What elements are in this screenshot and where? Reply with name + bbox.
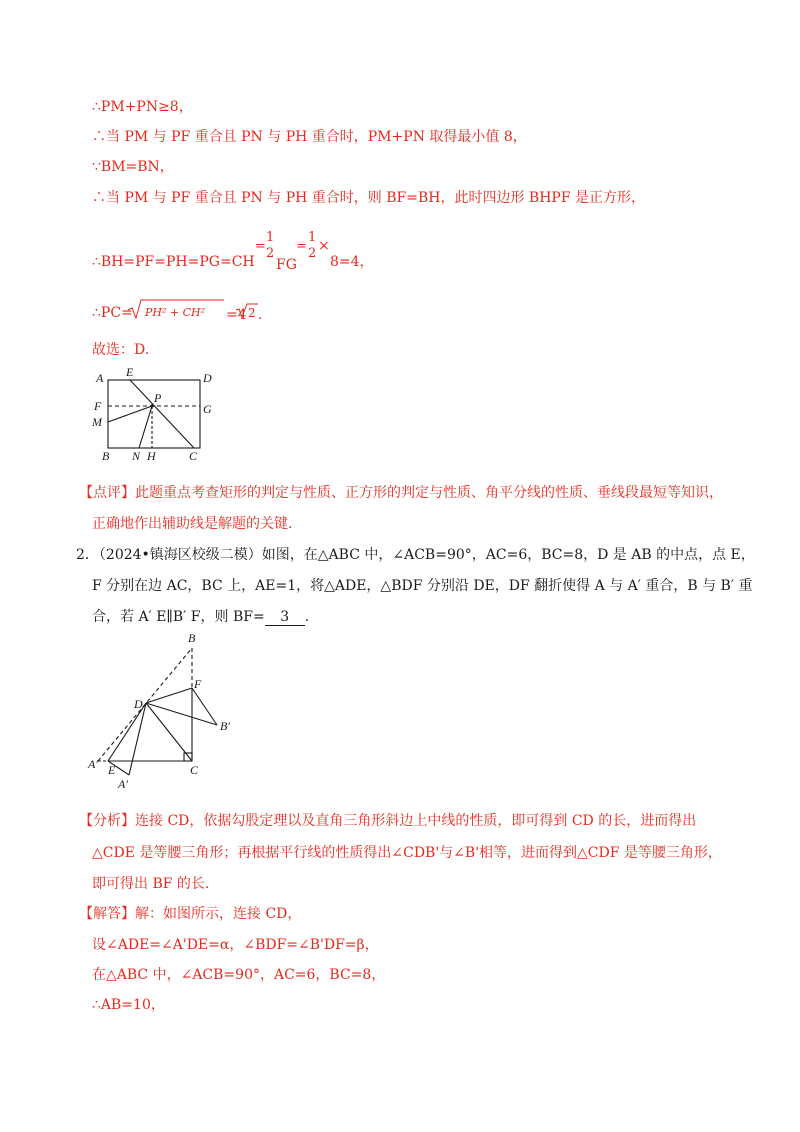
equals-sign-1: =	[255, 239, 266, 254]
problem-2-line-1: 2．（2024•镇海区校级二模）如图，在△ABC 中，∠ACB=90°，AC=6，BC=8，D 是 AB 的中点，点 E，	[76, 547, 755, 563]
review-text-1: 此题重点考查矩形的判定与性质、正方形的判定与性质、角平分线的性质、垂线段最短等知识，	[135, 485, 723, 501]
label-a-prime-left: A′	[88, 757, 98, 771]
label-b-prime: B′	[220, 719, 230, 733]
sqrt-radicand: PH² + CH²	[145, 306, 206, 319]
label-h: H	[147, 449, 156, 463]
label-a: A	[96, 371, 104, 385]
label-b: B	[102, 449, 110, 463]
review-line-1	[79, 483, 723, 503]
review-text-2: 正确地作出辅助线是解题的关键.	[92, 516, 293, 532]
label-n: N	[132, 449, 141, 463]
analysis-text-2: △CDE 是等腰三角形；再根据平行线的性质得出∠CDB'与∠B'相等，进而得到△CDF 是等腰三角形，	[92, 845, 722, 861]
solution-line-1: ∴PM+PN≥8，	[92, 99, 193, 115]
pc-label: ∴PC=	[92, 305, 133, 321]
figure-rectangle	[86, 364, 216, 464]
label-g: G	[203, 402, 212, 416]
problem-2-line-3-text: 合，若 A′ E∥B′ F，则 BF=	[92, 609, 265, 625]
sqrt-result-coefficient: =4	[226, 307, 247, 323]
label-a-prime: A′	[118, 777, 128, 791]
answer-blank: 3	[265, 609, 305, 626]
solution-line-3: ∵BM=BN，	[92, 159, 174, 175]
analysis-line-1	[79, 811, 696, 831]
solution-text-3: 在△ABC 中，∠ACB=90°，AC=6，BC=8，	[92, 967, 386, 983]
label-d: D	[203, 371, 212, 385]
solution-line-4: ∴当 PM 与 PF 重合且 PN 与 PH 重合时，则 BF=BH，此时四边形 BHPF 是正方形，	[92, 190, 645, 206]
problem-2-line-3-end: .	[304, 609, 310, 625]
label-f: F	[94, 399, 102, 413]
solution-text-1: 解：如图所示，连接 CD，	[135, 906, 302, 922]
label-c: C	[189, 449, 198, 463]
problem-2-line-3	[92, 607, 309, 627]
solution-line-2: ∴当 PM 与 PF 重合且 PN 与 PH 重合时，PM+PN 取得最小值 8，	[92, 129, 527, 145]
sqrt-result-radicand: 2	[248, 306, 256, 320]
label-m: M	[92, 415, 102, 429]
figure-triangle	[86, 628, 246, 793]
analysis-tag: 【分析】	[79, 813, 135, 829]
solution-text-2: 设∠ADE=∠A'DE=α，∠BDF=∠B'DF=β，	[92, 937, 379, 953]
result-value: 8=4，	[330, 254, 374, 270]
equals-sign-2: =	[296, 239, 307, 254]
solution-text-4: ∴AB=10，	[92, 997, 165, 1013]
solution-line-a	[79, 904, 301, 924]
fraction-numerator-1: 1	[266, 230, 275, 245]
label-e: E	[108, 763, 116, 777]
label-b: B	[188, 631, 196, 645]
period: .	[258, 307, 263, 323]
analysis-text-3: 即可得出 BF 的长.	[92, 876, 210, 892]
fraction-denominator-1: 2	[266, 246, 275, 261]
answer-choice: 故选：D.	[92, 342, 150, 358]
equality-chain: ∴BH=PF=PH=PG=CH	[92, 254, 255, 270]
analysis-text-1: 连接 CD，依据勾股定理以及直角三角形斜边上中线的性质，即可得到 CD 的长，进而得出	[135, 813, 697, 829]
review-tag: 【点评】	[79, 485, 135, 501]
solution-tag: 【解答】	[79, 906, 135, 922]
segment-fg: FG	[276, 257, 297, 273]
times-sign: ×	[318, 238, 330, 254]
problem-2-line-2: F 分别在边 AC，BC 上，AE=1，将△ADE，△BDF 分别沿 DE，DF 翻折使得 A 与 A′ 重合，B 与 B′ 重	[92, 578, 753, 594]
label-c: C	[190, 763, 199, 777]
label-d: D	[134, 697, 143, 711]
fraction-denominator-2: 2	[308, 246, 317, 261]
label-f: F	[194, 677, 202, 691]
label-e: E	[126, 365, 134, 379]
fraction-numerator-2: 1	[308, 230, 317, 245]
label-p: P	[154, 391, 162, 405]
